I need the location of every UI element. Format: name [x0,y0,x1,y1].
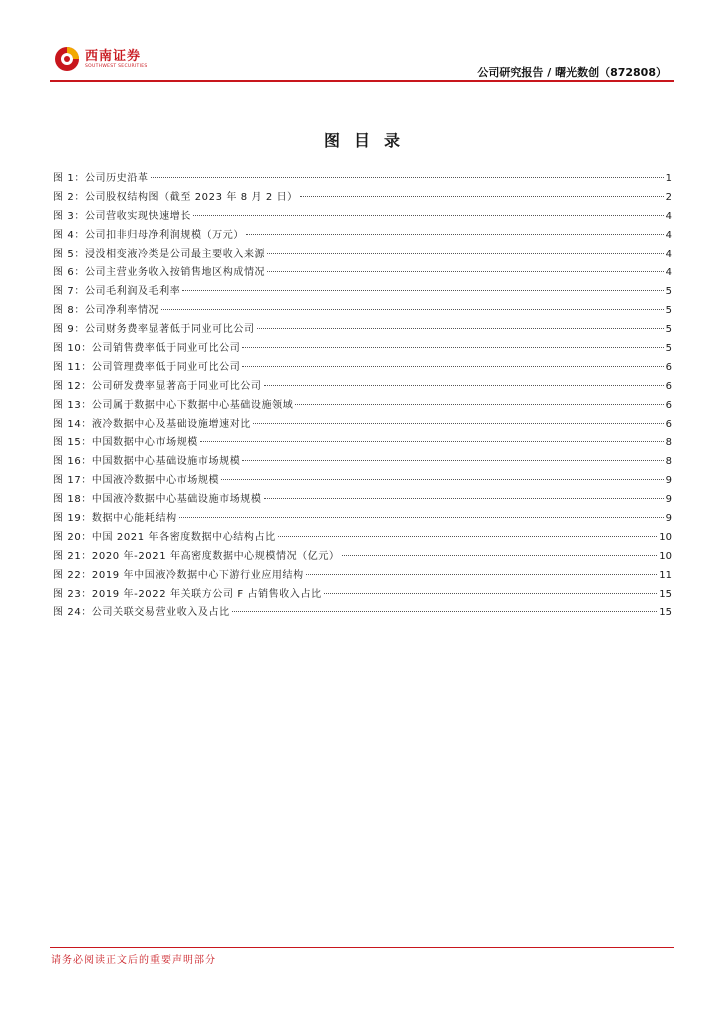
toc-entry-page: 9 [665,494,672,506]
toc-leader-dots [151,177,664,178]
toc-entry-label: 图 16：中国数据中心基础设施市场规模 [53,456,241,468]
toc-entry[interactable] [53,453,672,472]
toc-entry-label: 图 1：公司历史沿革 [53,173,149,184]
toc-entry[interactable] [53,208,672,227]
toc-entry-page: 15 [659,588,672,600]
toc-entry-label: 图 8：公司净利率情况 [53,305,160,317]
toc-entry-page: 5 [665,343,672,355]
toc-leader-dots [278,536,658,537]
toc-entry-page: 1 [665,173,672,184]
toc-entry-label: 图 9：公司财务费率显著低于同业可比公司 [53,324,255,336]
logo-mark-icon [54,46,80,72]
toc-entry-page: 6 [665,418,672,430]
toc-entry-page: 5 [665,305,672,317]
toc-entry-label: 图 13：公司属于数据中心下数据中心基础设施领域 [53,399,294,411]
toc-entry-page: 6 [665,361,672,373]
footer-disclaimer: 请务必阅读正文后的重要声明部分 [51,955,216,966]
logo-english-name: SOUTHWEST SECURITIES [85,63,148,69]
company-logo [54,44,148,74]
toc-leader-dots [193,215,664,216]
toc-entry[interactable] [53,378,672,397]
toc-entry-label: 图 6：公司主营业务收入按销售地区构成情况 [53,267,266,279]
toc-entry[interactable] [53,434,672,453]
toc-entry[interactable] [53,321,672,340]
figure-list [53,170,672,623]
toc-leader-dots [342,555,658,556]
toc-entry[interactable] [53,340,672,359]
toc-entry[interactable] [53,548,672,567]
toc-entry-page: 4 [665,210,672,222]
toc-entry[interactable] [53,170,672,189]
toc-leader-dots [200,441,664,442]
toc-leader-dots [221,479,664,480]
toc-entry-page: 10 [659,550,672,562]
toc-leader-dots [161,309,663,310]
toc-leader-dots [264,385,664,386]
toc-leader-dots [179,517,664,518]
header-divider [50,80,674,82]
toc-entry-label: 图 10：公司销售费率低于同业可比公司 [53,343,241,355]
toc-entry[interactable] [53,491,672,510]
toc-entry-label: 图 14：液冷数据中心及基础设施增速对比 [53,418,251,430]
toc-entry-label: 图 7：公司毛利润及毛利率 [53,286,181,298]
toc-entry-label: 图 5：浸没相变液冷类是公司最主要收入来源 [53,248,266,260]
toc-leader-dots [232,611,658,612]
toc-entry-label: 图 11：公司管理费率低于同业可比公司 [53,361,241,373]
toc-entry-page: 4 [665,248,672,260]
toc-entry-label: 图 15：中国数据中心市场规模 [53,437,198,449]
toc-entry[interactable] [53,472,672,491]
toc-entry-page: 10 [659,531,672,543]
toc-entry-page: 4 [665,267,672,279]
toc-leader-dots [300,196,664,197]
report-header-title: 公司研究报告 / 曙光数创（872808） [477,66,667,79]
toc-entry-page: 6 [665,380,672,392]
toc-entry-label: 图 12：公司研发费率显著高于同业可比公司 [53,380,262,392]
toc-entry[interactable] [53,302,672,321]
toc-entry-label: 图 3：公司营收实现快速增长 [53,210,191,222]
toc-heading: 图目录 [323,131,414,150]
toc-leader-dots [246,234,664,235]
toc-leader-dots [264,498,664,499]
toc-entry-page: 4 [665,229,672,241]
toc-entry-page: 5 [665,286,672,298]
toc-entry[interactable] [53,604,672,623]
toc-entry-page: 8 [665,456,672,468]
toc-entry-page: 6 [665,399,672,411]
toc-leader-dots [295,404,663,405]
toc-entry-page: 15 [659,607,672,619]
toc-entry-page: 5 [665,324,672,336]
toc-entry-page: 9 [665,513,672,525]
toc-entry-page: 11 [659,569,672,581]
toc-leader-dots [257,328,664,329]
toc-entry-label: 图 22：2019 年中国液冷数据中心下游行业应用结构 [53,569,304,581]
toc-entry-page: 9 [665,475,672,487]
toc-entry[interactable] [53,586,672,605]
logo-chinese-name: 西南证券 [85,48,142,64]
toc-entry[interactable] [53,529,672,548]
toc-entry-label: 图 20：中国 2021 年各密度数据中心结构占比 [53,531,276,543]
toc-entry[interactable] [53,189,672,208]
toc-leader-dots [306,574,658,575]
toc-entry-label: 图 18：中国液冷数据中心基础设施市场规模 [53,494,262,506]
toc-leader-dots [324,593,658,594]
toc-entry[interactable] [53,567,672,586]
toc-entry[interactable] [53,416,672,435]
footer-divider [50,947,674,948]
toc-leader-dots [242,366,663,367]
toc-entry-page: 8 [665,437,672,449]
toc-entry[interactable] [53,359,672,378]
toc-leader-dots [267,271,663,272]
toc-entry[interactable] [53,227,672,246]
toc-leader-dots [267,253,663,254]
toc-leader-dots [253,423,664,424]
toc-entry[interactable] [53,283,672,302]
toc-leader-dots [242,347,663,348]
toc-entry-label: 图 17：中国液冷数据中心市场规模 [53,475,220,487]
toc-entry-label: 图 2：公司股权结构图（截至 2023 年 8 月 2 日） [53,191,298,203]
toc-entry[interactable] [53,510,672,529]
toc-entry[interactable] [53,397,672,416]
toc-entry-label: 图 21：2020 年-2021 年高密度数据中心规模情况（亿元） [53,550,340,562]
toc-entry-label: 图 4：公司扣非归母净利润规模（万元） [53,229,244,241]
toc-entry-label: 图 24：公司关联交易营业收入及占比 [53,607,230,619]
toc-entry[interactable] [53,246,672,265]
toc-leader-dots [242,460,663,461]
toc-entry-page: 2 [665,191,672,203]
toc-entry[interactable] [53,264,672,283]
toc-entry-label: 图 19：数据中心能耗结构 [53,513,177,525]
toc-leader-dots [182,290,663,291]
toc-entry-label: 图 23：2019 年-2022 年关联方公司 F 占销售收入占比 [53,588,322,600]
